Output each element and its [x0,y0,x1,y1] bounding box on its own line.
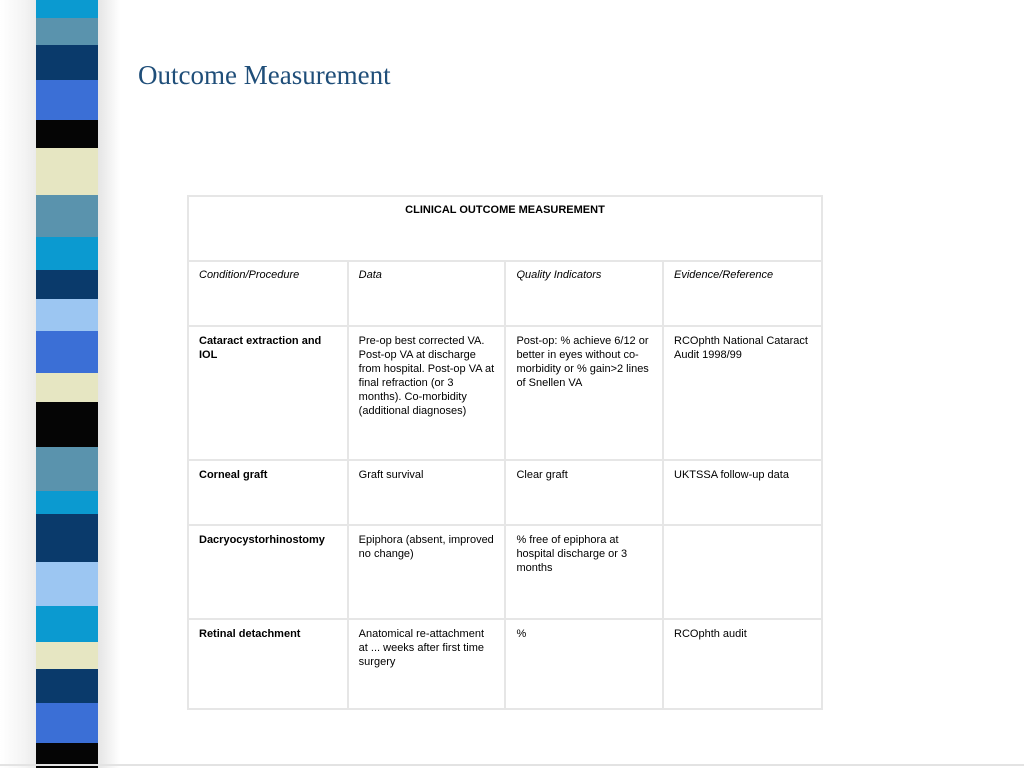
cell-quality-indicators: % [505,619,663,709]
cell-condition: Retinal detachment [188,619,348,709]
table-row [188,619,822,709]
cell-evidence: RCOphth audit [663,619,822,709]
table-heading-row [188,196,822,261]
column-header-row [188,261,822,326]
band-segment [36,373,98,402]
band-segment [36,237,98,270]
band-segment [36,669,98,703]
cell-condition: Dacryocystorhinostomy [188,525,348,619]
band-segment [36,703,98,743]
column-header-condition: Condition/Procedure [188,261,348,326]
band-segment [36,331,98,373]
table-row [188,525,822,619]
band-segment [36,270,98,299]
cell-data: Epiphora (absent, improved no change) [348,525,506,619]
cell-condition: Cataract extraction and IOL [188,326,348,460]
band-segment [36,80,98,120]
cell-evidence: RCOphth National Cataract Audit 1998/99 [663,326,822,460]
column-header-quality-indicators: Quality Indicators [505,261,663,326]
cell-data: Graft survival [348,460,506,525]
table-row [188,326,822,460]
slide-title: Outcome Measurement [138,60,391,90]
table-row [188,460,822,525]
band-segment [36,491,98,514]
slide-bottom-divider [0,764,1024,766]
cell-quality-indicators: % free of epiphora at hospital discharge or 3 months [505,525,663,619]
band-segment [36,45,98,80]
cell-data: Anatomical re-attachment at ... weeks after first time surgery [348,619,506,709]
left-decorative-band [36,0,98,768]
column-header-evidence: Evidence/Reference [663,261,822,326]
band-segment [36,642,98,669]
cell-data: Pre-op best corrected VA. Post-op VA at discharge from hospital. Post-op VA at final refraction (or 3 months). Co-morbidity (additional diagnoses) [348,326,506,460]
band-segment [36,299,98,331]
band-segment [36,447,98,491]
band-segment [36,562,98,606]
cell-evidence: UKTSSA follow-up data [663,460,822,525]
band-segment [36,514,98,562]
column-header-data: Data [348,261,506,326]
cell-condition: Corneal graft [188,460,348,525]
band-segment [36,402,98,447]
band-segment [36,0,98,18]
table-heading: CLINICAL OUTCOME MEASUREMENT [188,196,822,261]
band-segment [36,120,98,148]
cell-evidence [663,525,822,619]
clinical-outcome-table [187,195,823,710]
band-segment [36,148,98,195]
band-segment [36,195,98,237]
band-segment [36,18,98,45]
band-segment [36,606,98,642]
cell-quality-indicators: Post-op: % achieve 6/12 or better in eyes without co-morbidity or % gain>2 lines of Snellen VA [505,326,663,460]
cell-quality-indicators: Clear graft [505,460,663,525]
